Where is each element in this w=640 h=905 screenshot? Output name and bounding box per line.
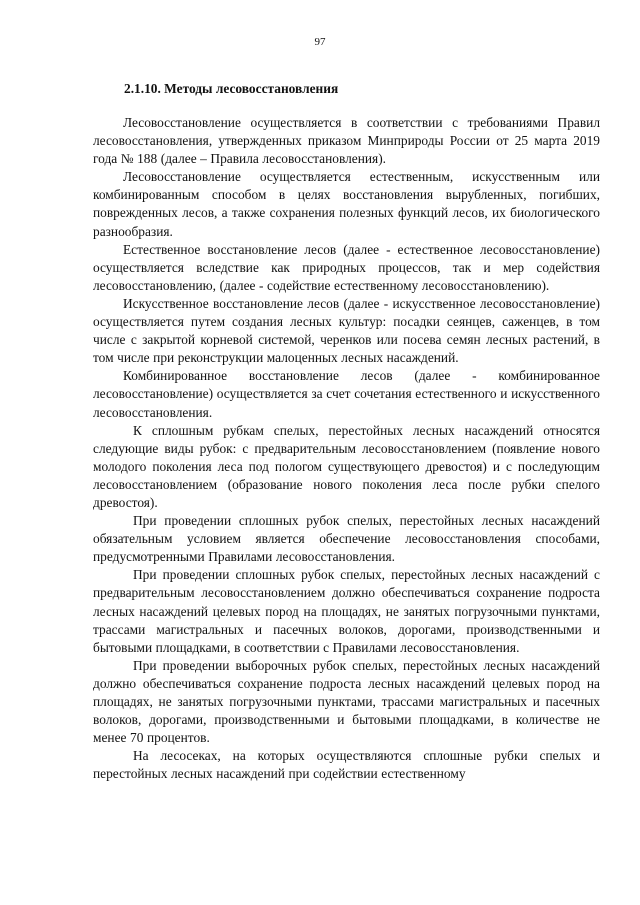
body-text <box>93 114 600 783</box>
paragraph-undergrowth-preservation: При проведении сплошных рубок спелых, перестойных лесных насаждений с предварительным лесовосстановлением должно обеспечиваться сохранение подроста лесных насаждений целевых пород на площадях, не занятых погрузочными пунктами, трассами магистральных и пасечных волоков, дорогами, производственными и бытовыми площадками, в соответствии с Правилами лесовосстановления. <box>93 567 600 655</box>
paragraph-reforestation-methods: Лесовосстановление осуществляется естественным, искусственным или комбинированным способом в целях восстановления вырубленных, погибших, поврежденных лесов, а также сохранения полезных функций лесов, их биологического разнообразия. <box>93 169 600 239</box>
paragraph-natural-reforestation: Естественное восстановление лесов (далее - естественное лесовосстановление) осуществляется вследствие как природных процессов, так и мер содействия лесовосстановлению, (далее - содействие естественному лесовосстановлению). <box>93 241 600 293</box>
paragraph-reforestation-rules: Лесовосстановление осуществляется в соответствии с требованиями Правил лесовосстановления, утвержденных приказом Минприроды России от 25 марта 2019 года № 188 (далее – Правила лесовосстановления). <box>93 115 600 167</box>
paragraph-artificial-reforestation: Искусственное восстановление лесов (далее - искусственное лесовосстановление) осуществляется путем создания лесных культур: посадки сеянцев, саженцев, в том числе с закрытой корневой системой, черенков или посева семян лесных растений, в том числе при реконструкции малоценных лесных насаждений. <box>93 295 600 366</box>
page-number: 97 <box>314 36 326 48</box>
paragraph-clear-cutting-condition: При проведении сплошных рубок спелых, перестойных лесных насаждений обязательным условием является обеспечение лесовосстановления способами, предусмотренными Правилами лесовосстановления. <box>93 513 600 565</box>
section-heading: 2.1.10. Методы лесовосстановления <box>124 81 339 96</box>
paragraph-cutting-areas: На лесосеках, на которых осуществляются сплошные рубки спелых и перестойных лесных насаждений при содействии естественному <box>93 748 600 782</box>
paragraph-clear-cutting-types: К сплошным рубкам спелых, перестойных лесных насаждений относятся следующие виды рубок: с предварительным лесовосстановлением (появление нового молодого поколения леса под пологом существующего древостоя) и с последующим лесовосстановлением (образование нового поколения леса после рубки спелого древостоя). <box>93 422 600 510</box>
paragraph-combined-reforestation: Комбинированное восстановление лесов (далее - комбинированное лесовосстановление) осуществляется за счет сочетания естественного и искусственного лесовосстановления. <box>93 368 600 420</box>
paragraph-selective-cutting: При проведении выборочных рубок спелых, перестойных лесных насаждений должно обеспечиваться сохранение подроста лесных насаждений целевых пород на площадях, не занятых погрузочными пунктами, трассами магистральных и пасечных волоков, дорогами, производственными и бытовыми площадками, в количестве не менее 70 процентов. <box>93 657 600 746</box>
